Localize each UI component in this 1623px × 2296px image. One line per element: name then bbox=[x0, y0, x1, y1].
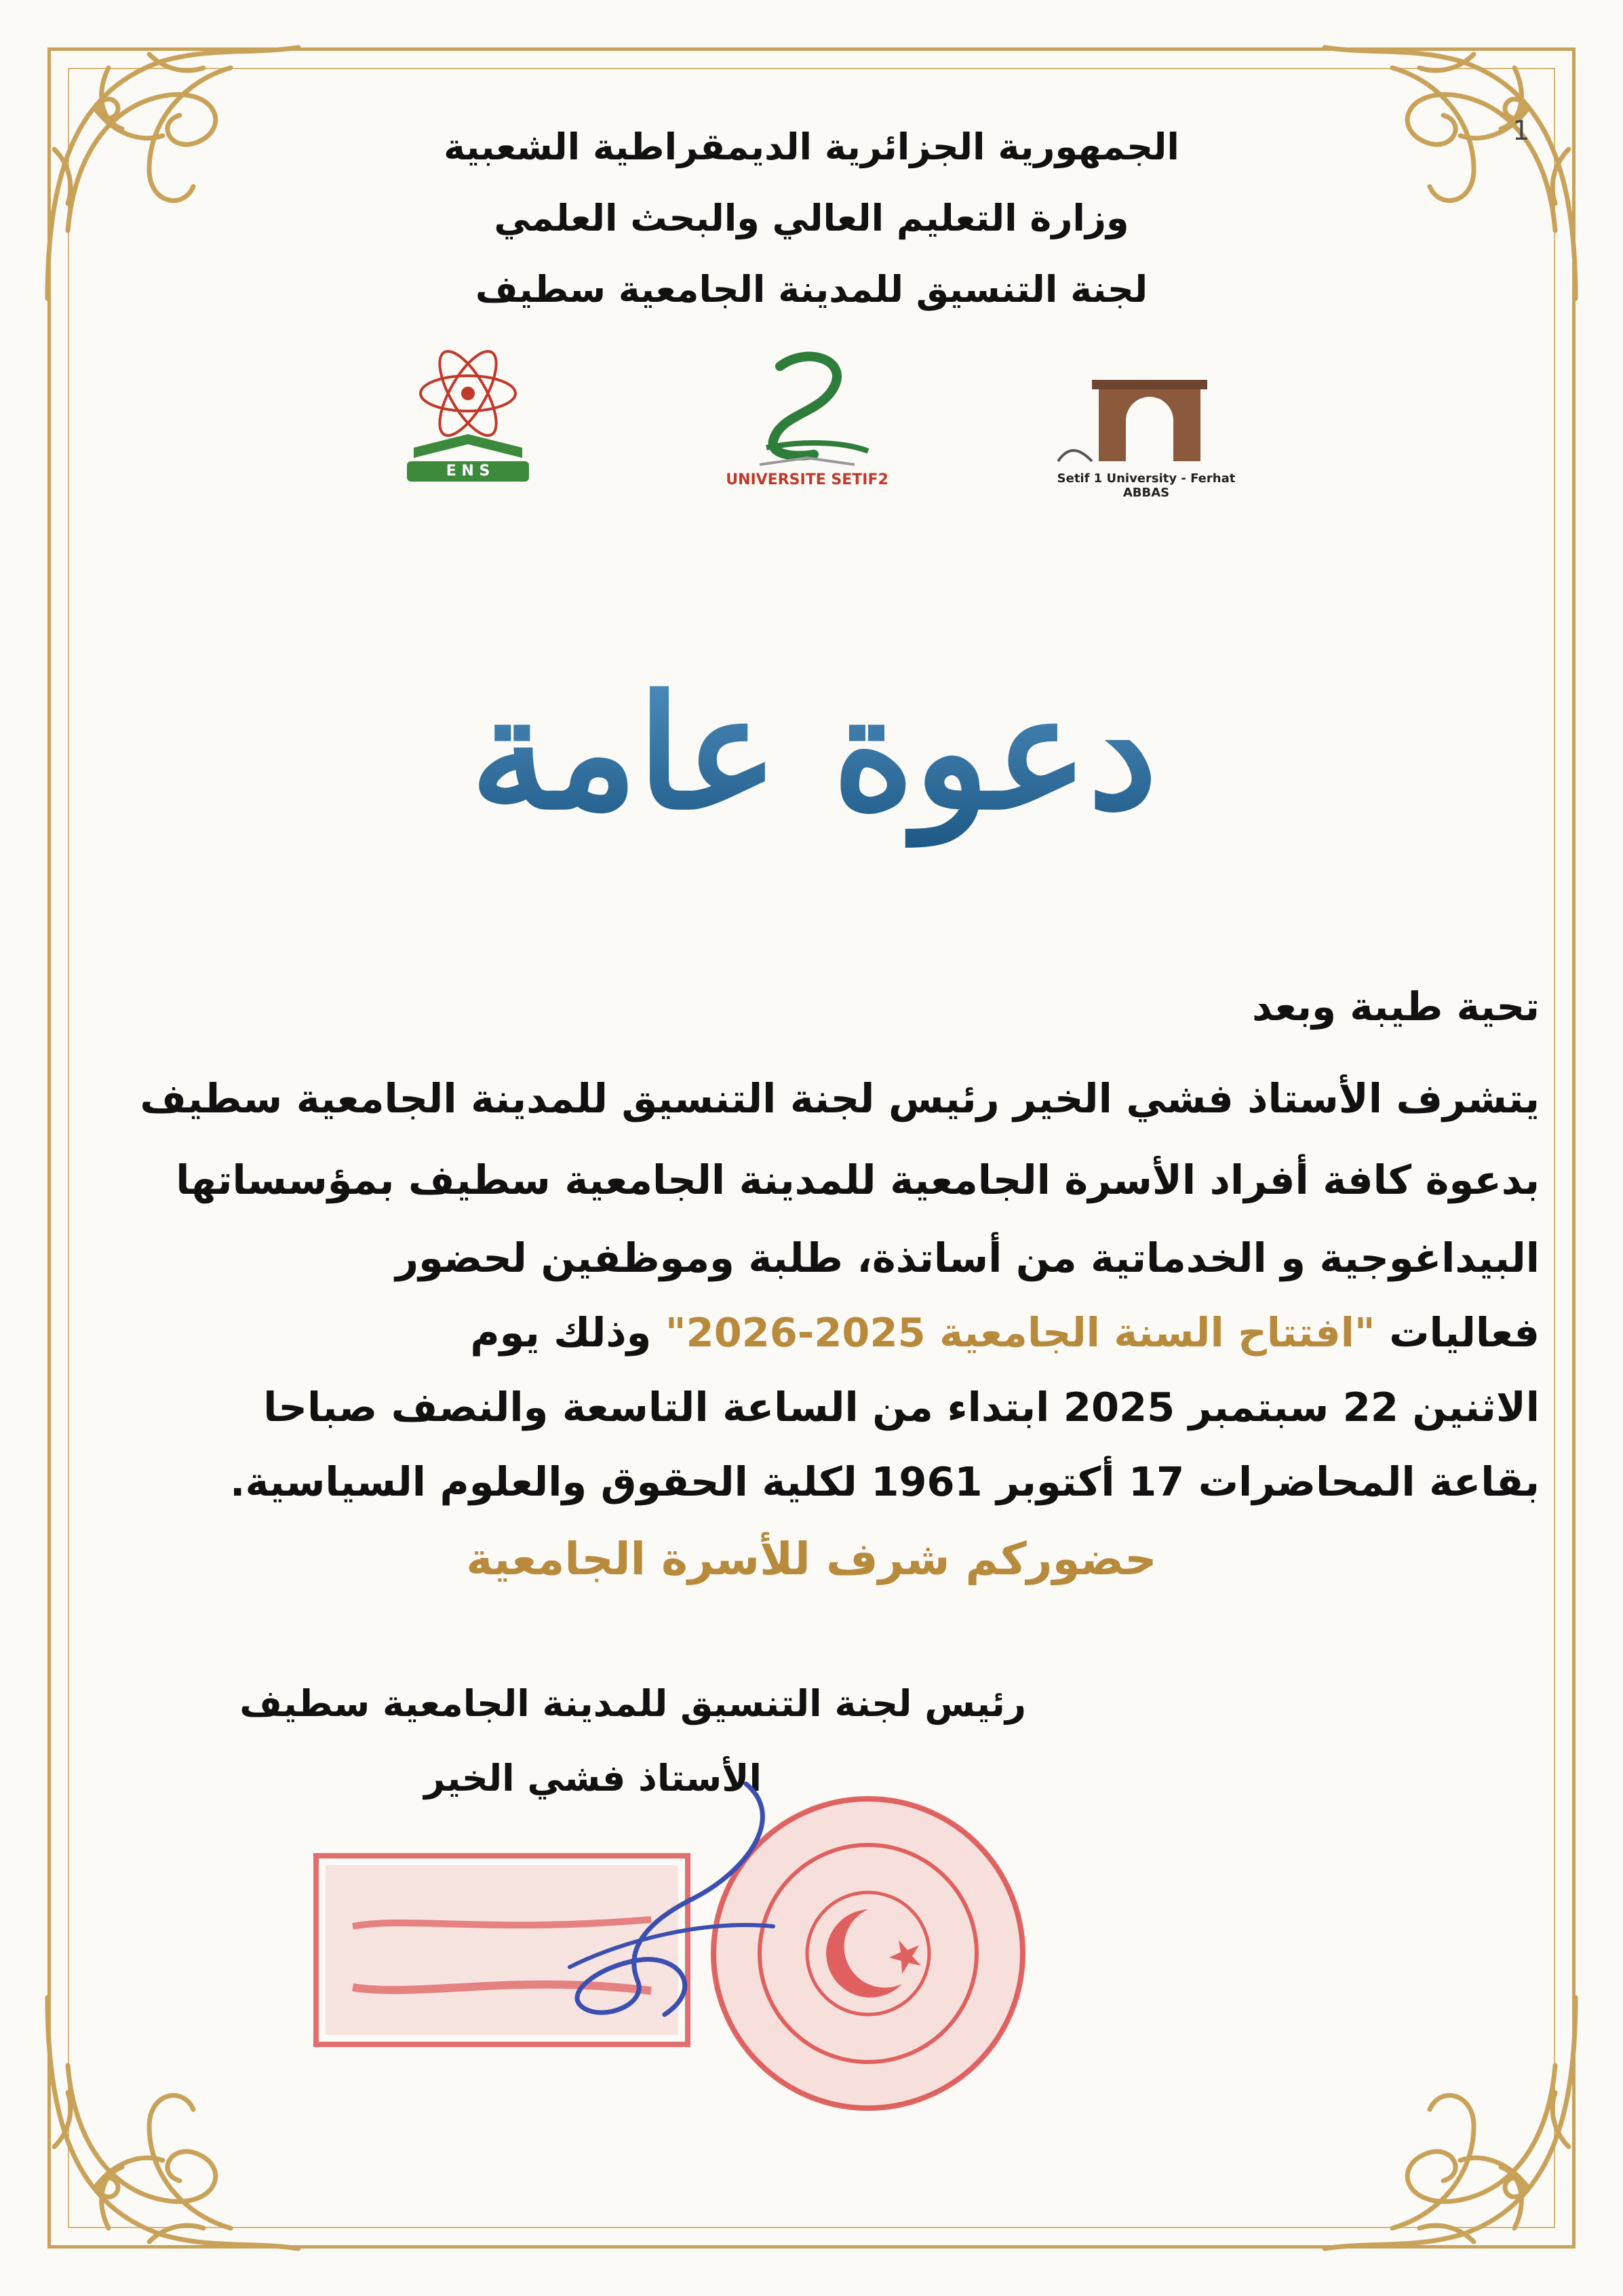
body-line-2: بدعوة كافة أفراد الأسرة الجامعية للمدينة الجامعية سطيف بمؤسساتها bbox=[176, 1156, 1540, 1203]
ens-logo bbox=[366, 339, 570, 495]
body-line-4-start: فعاليات bbox=[1389, 1309, 1540, 1356]
corner-ornament-bottom-right bbox=[1304, 1977, 1596, 2269]
signatory-name: الأستاذ فشي الخير bbox=[424, 1757, 762, 1799]
header-committee: لجنة التنسيق للمدينة الجامعية سطيف bbox=[475, 268, 1148, 311]
corner-ornament-bottom-left bbox=[27, 1977, 319, 2269]
setif2-caption: UNIVERSITE SETIF2 bbox=[726, 471, 888, 488]
handwritten-signature bbox=[502, 1764, 787, 2048]
invitation-title-text: دعوة عامة bbox=[470, 661, 1158, 844]
header-ministry: وزارة التعليم العالي والبحث العلمي bbox=[494, 197, 1129, 239]
setif1-logo bbox=[1044, 339, 1248, 500]
closing-statement: حضوركم شرف للأسرة الجامعية bbox=[466, 1533, 1157, 1585]
page-number: 1 bbox=[1512, 115, 1530, 147]
body-line-6: بقاعة المحاضرات 17 أكتوبر 1961 لكلية الحقوق والعلوم السياسية. bbox=[230, 1458, 1540, 1505]
body-line-1: يتشرف الأستاذ فشي الخير رئيس لجنة التنسيق للمدينة الجامعية سطيف bbox=[140, 1075, 1540, 1122]
event-title-highlight: "افتتاح السنة الجامعية 2025-2026" bbox=[665, 1309, 1375, 1356]
setif2-logo bbox=[705, 339, 909, 495]
header-republic: الجمهورية الجزائرية الديمقراطية الشعبية bbox=[444, 125, 1179, 168]
setif1-caption: Setif 1 University - Ferhat ABBAS bbox=[1057, 471, 1236, 500]
body-line-5: الاثنين 22 سبتمبر 2025 ابتداء من الساعة التاسعة والنصف صباحا bbox=[263, 1384, 1540, 1431]
body-line-3: البيداغوجية و الخدماتية من أساتذة، طلبة وموظفين لحضور bbox=[395, 1234, 1540, 1281]
body-line-4 bbox=[470, 1309, 1540, 1356]
body-line-4-end: وذلك يوم bbox=[470, 1309, 652, 1356]
ens-caption: E N S bbox=[446, 463, 490, 480]
invitation-title bbox=[407, 610, 1221, 895]
logos-row bbox=[366, 339, 1248, 500]
signatory-title: رئيس لجنة التنسيق للمدينة الجامعية سطيف bbox=[239, 1682, 1026, 1725]
greeting: تحية طيبة وبعد bbox=[1251, 984, 1540, 1030]
